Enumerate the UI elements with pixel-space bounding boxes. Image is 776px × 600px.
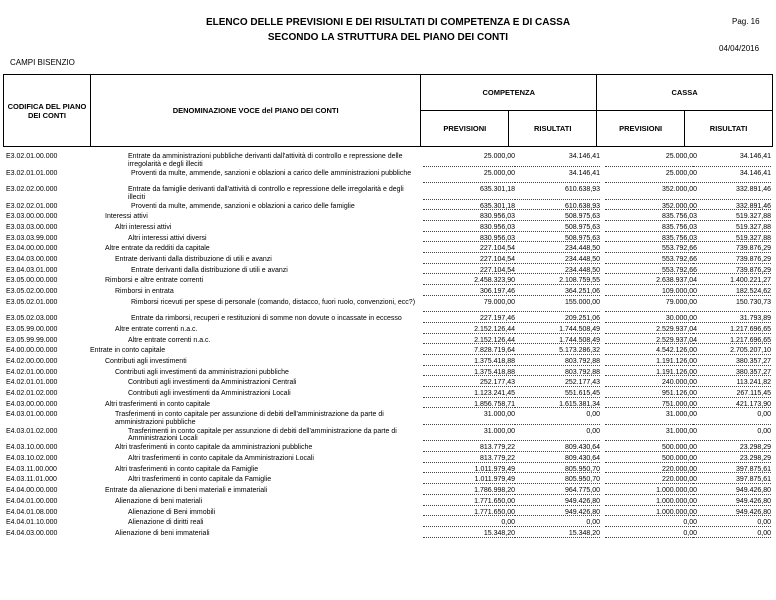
- cassa-risultati-value: 739.876,29: [735, 245, 771, 253]
- competenza-risultati-value: 34.146,41: [568, 153, 600, 160]
- table-row: [3, 516, 773, 527]
- cassa-previsioni-value: 835.756,03: [661, 234, 697, 242]
- row-underline: [515, 537, 600, 538]
- competenza-previsioni-value: 830.956,03: [479, 234, 515, 242]
- row-description: Altri trasferimenti in conto capitale da amministrazioni pubbliche: [115, 444, 313, 452]
- table-row: [3, 150, 773, 167]
- cassa-previsioni-value: 0,00: [683, 529, 697, 537]
- row-description: Contributi agli investimenti da Amministrazioni Locali: [128, 390, 291, 397]
- table-row: [3, 221, 773, 232]
- row-code: E3.05.99.00.000: [6, 325, 58, 333]
- cassa-previsioni-value: 2.529.937,04: [656, 336, 697, 344]
- cassa-previsioni-value: 0,00: [683, 519, 697, 527]
- competenza-risultati-value: 610.638,93: [564, 186, 600, 193]
- competenza-risultati-value: 0,00: [586, 427, 600, 435]
- cassa-previsioni-value: 109.000,00: [661, 288, 697, 295]
- cassa-risultati-value: 34.146,41: [739, 169, 771, 177]
- header-cassa: CASSA: [597, 75, 773, 111]
- competenza-risultati-value: 234.448,50: [564, 266, 600, 274]
- row-code: E4.04.01.00.000: [6, 497, 58, 505]
- competenza-previsioni-value: 1.375.418,88: [474, 368, 515, 376]
- cassa-previsioni-value: 2.529.937,04: [656, 325, 697, 333]
- entity-name: CAMPI BISENZIO: [10, 58, 75, 67]
- competenza-risultati-value: 234.448,50: [564, 255, 600, 263]
- competenza-risultati-value: 5.173.286,32: [559, 347, 600, 355]
- row-code: E4.00.00.00.000: [6, 347, 58, 355]
- report-title: ELENCO DELLE PREVISIONI E DEI RISULTATI DI COMPETENZA E DI CASSA: [205, 17, 571, 28]
- competenza-previsioni-value: 635.301,18: [479, 186, 515, 193]
- cassa-risultati-value: 1.400.221,27: [730, 277, 771, 285]
- competenza-risultati-value: 508.975,63: [564, 223, 600, 231]
- table-row: [3, 167, 773, 184]
- cassa-previsioni-value: 1.000.000,00: [656, 497, 697, 505]
- cassa-risultati-value: 1.217.696,65: [730, 325, 771, 333]
- cassa-previsioni-value: 220.000,00: [661, 465, 697, 473]
- competenza-previsioni-value: 227.104,54: [479, 245, 515, 253]
- row-description: Entrate da alienazione di beni materiali e immateriali: [105, 487, 268, 495]
- row-code: E4.04.01.08.000: [6, 508, 58, 516]
- cassa-risultati-value: 380.357,27: [735, 368, 771, 376]
- table-row: [3, 323, 773, 334]
- cassa-risultati-value: 519.327,88: [735, 223, 771, 231]
- table-row: [3, 200, 773, 211]
- competenza-previsioni-value: 830.956,03: [479, 213, 515, 221]
- competenza-risultati-value: 610.638,93: [564, 202, 600, 210]
- cassa-previsioni-value: 1.191.126,00: [656, 357, 697, 365]
- competenza-previsioni-value: 1.011.979,49: [474, 476, 515, 484]
- cassa-risultati-value: 31.793,89: [739, 315, 771, 323]
- competenza-risultati-value: 508.975,63: [564, 234, 600, 242]
- row-description: Proventi da multe, ammende, sanzioni e oblazioni a carico delle famiglie: [131, 202, 355, 210]
- cassa-risultati-value: 739.876,29: [735, 255, 771, 263]
- competenza-previsioni-value: 813.779,22: [479, 444, 515, 452]
- competenza-risultati-value: 234.448,50: [564, 245, 600, 253]
- row-description: Proventi da multe, ammende, sanzioni e oblazioni a carico delle amministrazioni pubbliche: [131, 169, 412, 177]
- competenza-risultati-value: 155.000,00: [564, 298, 600, 306]
- table-row: [3, 285, 773, 296]
- competenza-previsioni-value: 2.152.126,44: [474, 336, 515, 344]
- cassa-risultati-value: 332.891,46: [735, 186, 771, 193]
- cassa-risultati-value: 182.524,62: [735, 288, 771, 295]
- table-row: [3, 527, 773, 538]
- competenza-risultati-value: 508.975,63: [564, 213, 600, 221]
- table-row: [3, 441, 773, 452]
- competenza-previsioni-value: 830.956,03: [479, 223, 515, 231]
- row-code: E4.03.10.02.000: [6, 455, 58, 463]
- cassa-previsioni-value: 500.000,00: [661, 455, 697, 463]
- row-underline: [605, 537, 697, 538]
- cassa-previsioni-value: 553.792,66: [661, 255, 697, 263]
- row-code: E3.02.01.00.000: [6, 153, 58, 160]
- competenza-previsioni-value: 31.000,00: [483, 427, 515, 435]
- row-description: Alienazione di beni immateriali: [115, 529, 210, 537]
- competenza-risultati-value: 809.430,64: [564, 455, 600, 463]
- table-row: [3, 506, 773, 517]
- row-description: Altre entrate correnti n.a.c.: [115, 325, 198, 333]
- competenza-previsioni-value: 813.779,22: [479, 455, 515, 463]
- competenza-previsioni-value: 1.771.650,00: [474, 508, 515, 516]
- row-code: E3.05.02.00.000: [6, 288, 58, 295]
- cassa-previsioni-value: 500.000,00: [661, 444, 697, 452]
- cassa-previsioni-value: 220.000,00: [661, 476, 697, 484]
- row-code: E4.03.01.00.000: [6, 411, 58, 419]
- cassa-risultati-value: 113.241,82: [736, 379, 771, 387]
- row-underline: [693, 537, 771, 538]
- cassa-previsioni-value: 352.000,00: [661, 186, 697, 193]
- row-code: E4.03.01.02.000: [6, 427, 58, 435]
- competenza-risultati-value: 209.251,06: [564, 315, 600, 323]
- table-row: [3, 264, 773, 275]
- row-description: Altri trasferimenti in conto capitale da Famiglie: [128, 476, 272, 484]
- row-code: E3.03.03.00.000: [6, 223, 58, 231]
- row-code: E3.05.02.01.000: [6, 298, 58, 306]
- cassa-risultati-value: 0,00: [757, 519, 771, 527]
- cassa-risultati-value: 1.217.696,65: [730, 336, 771, 344]
- page-number: Pag. 16: [732, 17, 760, 26]
- cassa-risultati-value: 380.357,27: [735, 357, 771, 365]
- table-row: [3, 484, 773, 495]
- cassa-risultati-value: 34.146,41: [739, 153, 771, 160]
- cassa-previsioni-value: 31.000,00: [665, 427, 697, 435]
- cassa-risultati-value: 519.327,88: [735, 213, 771, 221]
- competenza-risultati-value: 1.744.508,49: [559, 325, 600, 333]
- cassa-previsioni-value: 31.000,00: [665, 411, 697, 419]
- row-code: E3.04.03.01.000: [6, 266, 58, 274]
- header-competenza-risultati: RISULTATI: [509, 111, 597, 147]
- header-cassa-previsioni: PREVISIONI: [597, 111, 685, 147]
- table-body: [3, 150, 773, 538]
- row-description: Entrate da amministrazioni pubbliche derivanti dall'attività di controllo e repressione delle irregolarità e degli illeciti: [128, 153, 403, 168]
- table-row: [3, 495, 773, 506]
- cassa-risultati-value: 150.730,73: [735, 298, 771, 306]
- competenza-risultati-value: 1.615.381,34: [559, 400, 600, 408]
- header-competenza: COMPETENZA: [421, 75, 597, 111]
- column-header: [3, 74, 773, 147]
- row-description: Entrate in conto capitale: [90, 347, 166, 355]
- competenza-risultati-value: 551.615,45: [564, 390, 600, 397]
- table-row: [3, 463, 773, 474]
- cassa-previsioni-value: 2.638.937,04: [656, 277, 697, 285]
- row-code: E3.05.02.03.000: [6, 315, 58, 323]
- competenza-previsioni-value: 227.104,54: [479, 255, 515, 263]
- row-description: Entrate da rimborsi, recuperi e restituzioni di somme non dovute o incassate in eccesso: [131, 315, 402, 323]
- table-row: [3, 387, 773, 398]
- competenza-risultati-value: 2.108.759,55: [559, 277, 600, 285]
- competenza-previsioni-value: 1.856.758,71: [474, 400, 515, 408]
- cassa-risultati-value: 0,00: [757, 411, 771, 419]
- row-description: Rimborsi in entrata: [115, 288, 174, 295]
- cassa-previsioni-value: 835.756,03: [661, 223, 697, 231]
- header-description: DENOMINAZIONE VOCE del PIANO DEI CONTI: [90, 75, 420, 147]
- row-code: E4.04.00.00.000: [6, 487, 58, 495]
- competenza-previsioni-value: 635.301,18: [479, 202, 515, 210]
- table-row: [3, 398, 773, 409]
- row-description: Alienazione di Beni immobili: [128, 508, 216, 516]
- row-description: Contributi agli investimenti: [105, 357, 187, 365]
- row-code: E4.02.00.00.000: [6, 357, 58, 365]
- competenza-previsioni-value: 15.348,20: [483, 529, 515, 537]
- competenza-previsioni-value: 1.011.979,49: [474, 465, 515, 473]
- row-code: E4.03.11.01.000: [6, 476, 57, 484]
- row-description: Contributi agli investimenti da Amministrazioni Centrali: [128, 379, 297, 387]
- competenza-previsioni-value: 0,00: [501, 519, 515, 527]
- competenza-previsioni-value: 1.375.418,88: [474, 357, 515, 365]
- cassa-previsioni-value: 951.126,00: [661, 390, 697, 397]
- table-row: [3, 312, 773, 323]
- cassa-risultati-value: 421.173,90: [735, 400, 771, 408]
- row-description: Alienazione di beni materiali: [115, 497, 203, 505]
- cassa-risultati-value: 397.875,61: [735, 465, 771, 473]
- row-code: E4.04.03.00.000: [6, 529, 58, 537]
- competenza-risultati-value: 0,00: [586, 519, 600, 527]
- row-code: E4.03.00.00.000: [6, 400, 58, 408]
- table-row: [3, 334, 773, 345]
- row-description: Entrate derivanti dalla distribuzione di utili e avanzi: [131, 266, 288, 274]
- competenza-risultati-value: 252.177,43: [564, 379, 600, 387]
- competenza-risultati-value: 964.775,00: [564, 487, 600, 495]
- row-code: E3.02.01.01.000: [6, 169, 58, 177]
- row-code: E3.05.99.99.000: [6, 336, 58, 344]
- row-code: E4.03.10.00.000: [6, 444, 58, 452]
- table-row: [3, 376, 773, 387]
- cassa-risultati-value: 949.426,80: [735, 508, 771, 516]
- cassa-previsioni-value: 240.000,00: [661, 379, 697, 387]
- competenza-risultati-value: 803.792,88: [564, 357, 600, 365]
- row-code: E3.04.00.00.000: [6, 245, 58, 253]
- cassa-risultati-value: 2.705.207,10: [730, 347, 771, 355]
- competenza-risultati-value: 1.744.508,49: [559, 336, 600, 344]
- row-code: E4.03.11.00.000: [6, 465, 57, 473]
- cassa-risultati-value: 23.298,29: [739, 455, 771, 463]
- cassa-previsioni-value: 553.792,66: [661, 245, 697, 253]
- row-description: Altri trasferimenti in conto capitale da Amministrazioni Locali: [128, 455, 314, 463]
- competenza-previsioni-value: 79.000,00: [483, 298, 515, 306]
- table-row: [3, 242, 773, 253]
- row-code: E4.04.01.10.000: [6, 519, 58, 527]
- cassa-previsioni-value: 30.000,00: [665, 315, 697, 323]
- row-code: E3.04.03.00.000: [6, 255, 58, 263]
- cassa-previsioni-value: 1.000.000,00: [656, 508, 697, 516]
- table-row: [3, 296, 773, 313]
- row-description: Altri interessi attivi diversi: [128, 234, 207, 242]
- competenza-risultati-value: 809.430,64: [564, 444, 600, 452]
- cassa-risultati-value: 739.876,29: [735, 266, 771, 274]
- table-row: [3, 253, 773, 264]
- cassa-risultati-value: 949.426,80: [735, 497, 771, 505]
- competenza-previsioni-value: 306.197,46: [479, 288, 515, 295]
- cassa-previsioni-value: 25.000,00: [665, 169, 697, 177]
- competenza-previsioni-value: 25.000,00: [483, 169, 515, 177]
- competenza-previsioni-value: 227.104,54: [479, 266, 515, 274]
- row-code: E4.02.01.00.000: [6, 368, 58, 376]
- table-row: [3, 344, 773, 355]
- cassa-previsioni-value: 835.756,03: [661, 213, 697, 221]
- row-description: Altre entrate correnti n.a.c.: [128, 336, 211, 344]
- competenza-risultati-value: 364.251,06: [564, 288, 600, 295]
- header-code: CODIFICA DEL PIANO DEI CONTI: [4, 75, 91, 147]
- row-description: Trasferimenti in conto capitale per assunzione di debiti dell'amministrazione da parte di amministrazioni pubbliche: [115, 411, 384, 426]
- row-description: Altri interessi attivi: [115, 223, 172, 231]
- competenza-risultati-value: 15.348,20: [568, 529, 600, 537]
- row-description: Interessi attivi: [105, 213, 148, 221]
- table-row: [3, 425, 773, 442]
- row-code: E3.03.00.00.000: [6, 213, 58, 221]
- cassa-previsioni-value: 751.000,00: [661, 400, 697, 408]
- cassa-previsioni-value: 1.000.000,00: [656, 487, 697, 495]
- competenza-previsioni-value: 1.123.241,45: [474, 390, 515, 397]
- cassa-risultati-value: 332.891,46: [735, 202, 771, 210]
- row-code: E3.05.00.00.000: [6, 277, 58, 285]
- report-subtitle: SECONDO LA STRUTTURA DEL PIANO DEI CONTI: [267, 32, 509, 43]
- row-code: E3.02.02.01.000: [6, 202, 58, 210]
- competenza-previsioni-value: 7.828.719,64: [474, 347, 515, 355]
- row-description: Alienazione di diritti reali: [128, 519, 204, 527]
- table-row: [3, 366, 773, 377]
- table-row: [3, 274, 773, 285]
- competenza-risultati-value: 805.950,70: [564, 465, 600, 473]
- table-row: [3, 232, 773, 243]
- competenza-risultati-value: 803.792,88: [564, 368, 600, 376]
- table-row: [3, 183, 773, 200]
- header-cassa-risultati: RISULTATI: [685, 111, 773, 147]
- competenza-risultati-value: 949.426,80: [564, 497, 600, 505]
- row-description: Rimborsi e altre entrate correnti: [105, 277, 204, 285]
- row-description: Contributi agli investimenti da amministrazioni pubbliche: [115, 368, 289, 376]
- cassa-risultati-value: 519.327,88: [735, 234, 771, 242]
- cassa-risultati-value: 0,00: [757, 427, 771, 435]
- competenza-risultati-value: 805.950,70: [564, 476, 600, 484]
- cassa-risultati-value: 949.426,80: [735, 487, 771, 495]
- cassa-risultati-value: 23.298,29: [739, 444, 771, 452]
- cassa-previsioni-value: 1.191.126,00: [656, 368, 697, 376]
- cassa-risultati-value: 267.115,45: [736, 390, 771, 397]
- row-underline: [423, 537, 515, 538]
- cassa-risultati-value: 397.875,61: [735, 476, 771, 484]
- row-code: E4.02.01.01.000: [6, 379, 58, 387]
- cassa-previsioni-value: 352.000,00: [661, 202, 697, 210]
- table-row: [3, 210, 773, 221]
- cassa-previsioni-value: 25.000,00: [665, 153, 697, 160]
- table-row: [3, 355, 773, 366]
- table-row: [3, 452, 773, 463]
- competenza-previsioni-value: 1.786.998,20: [474, 487, 515, 495]
- competenza-previsioni-value: 2.152.126,44: [474, 325, 515, 333]
- competenza-previsioni-value: 227.197,46: [479, 315, 515, 323]
- row-description: Altri trasferimenti in conto capitale: [105, 400, 211, 408]
- cassa-previsioni-value: 79.000,00: [665, 298, 697, 306]
- row-description: Altri trasferimenti in conto capitale da Famiglie: [115, 465, 259, 473]
- competenza-risultati-value: 34.146,41: [568, 169, 600, 177]
- competenza-previsioni-value: 2.458.323,90: [474, 277, 515, 285]
- cassa-previsioni-value: 4.542.126,00: [656, 347, 697, 355]
- row-code: E4.02.01.02.000: [6, 390, 58, 397]
- competenza-risultati-value: 949.426,80: [564, 508, 600, 516]
- row-description: Rimborsi ricevuti per spese di personale (comando, distacco, fuori ruolo, convenzioni, ecc?): [131, 298, 416, 306]
- report-date: 04/04/2016: [719, 44, 760, 53]
- row-description: Entrate derivanti dalla distribuzione di utili e avanzi: [115, 255, 272, 263]
- competenza-previsioni-value: 31.000,00: [483, 411, 515, 419]
- cassa-previsioni-value: 553.792,66: [661, 266, 697, 274]
- competenza-risultati-value: 0,00: [586, 411, 600, 419]
- row-description: Altre entrate da redditi da capitale: [105, 245, 210, 253]
- competenza-previsioni-value: 25.000,00: [483, 153, 515, 160]
- row-description: Trasferimenti in conto capitale per assunzione di debiti dell'amministrazione da parte di Amministrazioni Locali: [128, 427, 397, 443]
- header-competenza-previsioni: PREVISIONI: [421, 111, 509, 147]
- competenza-previsioni-value: 252.177,43: [479, 379, 515, 387]
- row-code: E3.02.02.00.000: [6, 186, 58, 193]
- competenza-previsioni-value: 1.771.650,00: [474, 497, 515, 505]
- table-row: [3, 408, 773, 425]
- row-description: Entrate da famiglie derivanti dall'attività di controllo e repressione delle irregolarità e degli illeciti: [128, 186, 404, 201]
- cassa-risultati-value: 0,00: [757, 529, 771, 537]
- table-row: [3, 473, 773, 484]
- row-code: E3.03.03.99.000: [6, 234, 58, 242]
